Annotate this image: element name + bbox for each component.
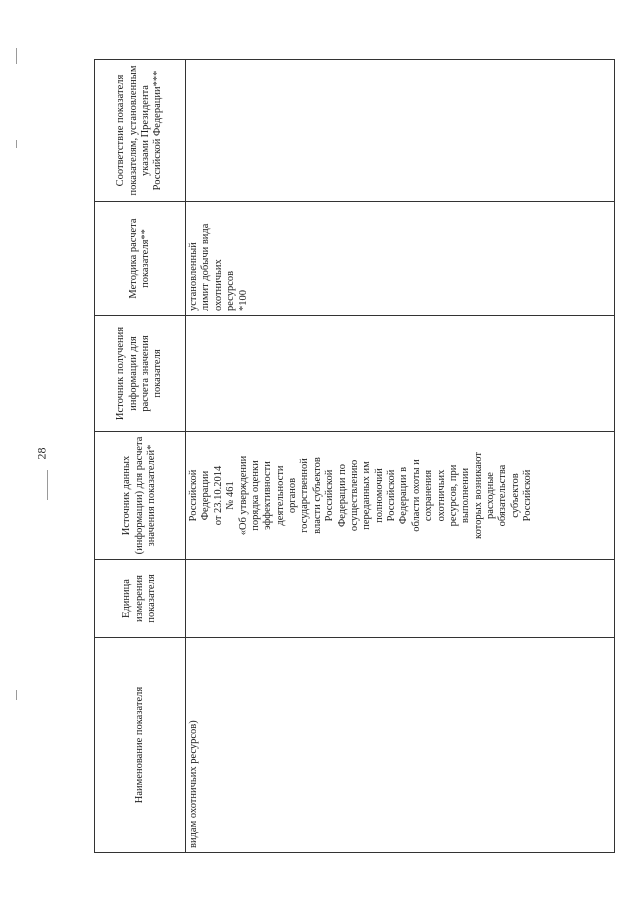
header-compliance: Соответствие показателя показателям, установленным указами Президента Российской Федерации*** (95, 60, 186, 202)
text-line: *100 (237, 290, 249, 311)
cell-data-source (186, 432, 615, 560)
table-header-row (95, 60, 186, 853)
text-line: выполнении (460, 467, 472, 524)
indicator-table (94, 59, 615, 853)
text-line: ресурсов (225, 270, 237, 311)
cell-info-source (186, 316, 615, 432)
header-method: Методика расчета показателя** (95, 202, 186, 316)
scan-mark-page-number (47, 470, 48, 500)
text-line: власти субъектов (311, 457, 323, 534)
text-line: субъектов (509, 473, 521, 518)
text-line: переданных им (361, 461, 373, 530)
scan-mark-top (16, 48, 17, 64)
header-indicator-name: Наименование показателя (95, 638, 186, 853)
cell-unit (186, 560, 615, 638)
header-data-source: Источник данных (информации) для расчета значения показателей* (95, 432, 186, 560)
text-line: «Об утверждении (237, 455, 249, 536)
text-line: охотничьих (212, 259, 224, 311)
text-line: лимит добычи вида (200, 223, 212, 311)
text-line: Российской (188, 469, 199, 522)
indicator-table-rotated (94, 60, 615, 853)
text-line: обязательства (497, 464, 509, 527)
scan-mark-lower (16, 690, 17, 700)
header-info-source: Источник получения информации для расчета значения показателя (95, 316, 186, 432)
text-line: № 461 (225, 481, 237, 510)
text-line: Российской (522, 469, 534, 522)
text-line: охотничьих (435, 469, 447, 522)
cell-compliance (186, 60, 615, 202)
text-line: ресурсов, при (447, 464, 459, 527)
scan-mark-upper (16, 140, 17, 148)
text-line: установленный (188, 242, 199, 311)
text-line: области охоты и (410, 459, 422, 532)
text-line: Российской (386, 469, 397, 522)
text-line: Федерации в (398, 466, 410, 525)
text-line: осуществлению (348, 459, 360, 532)
page-number: 28 (34, 447, 49, 460)
text-line: эффективности (262, 461, 274, 530)
text-line: которых возникают (472, 452, 484, 539)
text-line: сохранения (423, 469, 435, 522)
text-line: от 23.10.2014 (212, 465, 224, 526)
cell-method (186, 202, 615, 316)
cell-indicator-name: видам охотничьих ресурсов) (186, 638, 615, 853)
header-unit: Единица измерения показателя (95, 560, 186, 638)
text-line: расходные (485, 472, 496, 519)
text-line: Федерации (200, 470, 212, 521)
text-line: государственной (299, 458, 311, 533)
text-line: полномочий (373, 468, 385, 523)
text-line: Российской (324, 469, 336, 522)
text-line: порядка оценки (249, 460, 261, 531)
text-line: Федерации по (336, 463, 348, 528)
text-line: органов (287, 477, 298, 514)
text-line: деятельности (274, 465, 286, 526)
table-row (186, 60, 615, 853)
